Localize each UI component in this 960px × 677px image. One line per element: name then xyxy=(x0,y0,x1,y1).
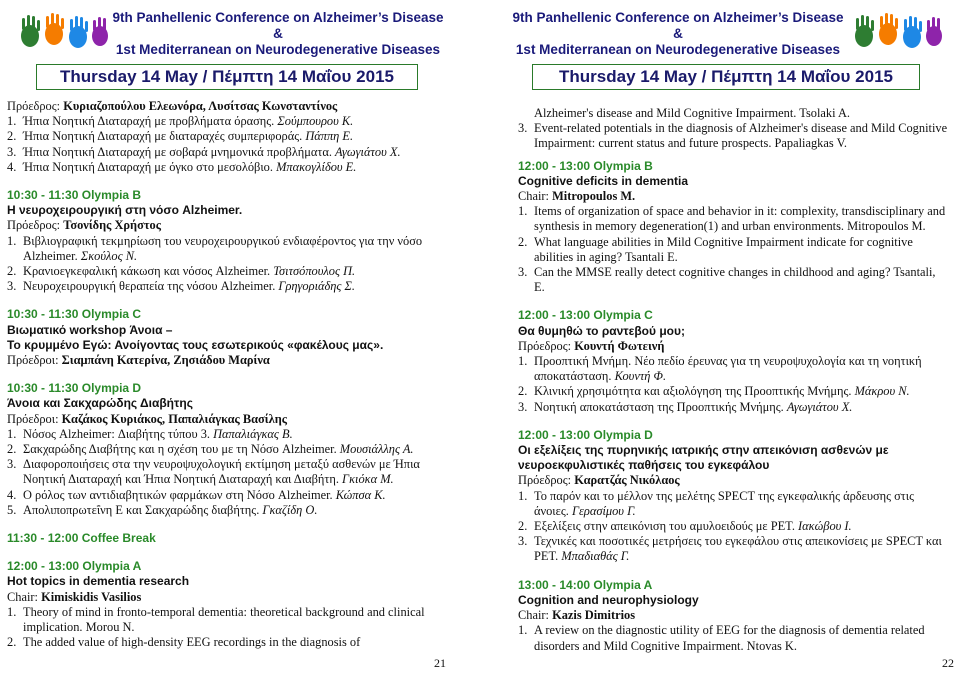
chair-line: Πρόεδρος: Καρατζάς Νικόλαος xyxy=(518,473,680,488)
session-time: 12:00 - 13:00 Olympia C xyxy=(518,308,653,323)
session-title: Θα θυμηθώ το ραντεβού μου; xyxy=(518,323,685,338)
session-time: 12:00 - 13:00 Olympia D xyxy=(518,427,653,442)
item-author: Πάππη Ε. xyxy=(305,129,354,144)
list-item xyxy=(7,114,455,129)
session-title: Hot topics in dementia research xyxy=(7,574,190,589)
session-time: 12:00 - 13:00 Olympia B xyxy=(518,158,653,173)
item-number: 1. xyxy=(7,114,17,129)
handprints-logo-icon xyxy=(850,12,946,52)
session-title: Cognitive deficits in dementia xyxy=(518,173,689,188)
list-item: 2. Σακχαρώδης Διαβήτης και η σχέση του με τη Νόσο Alzheimer. Μουσιάλλης Α. xyxy=(7,442,414,457)
chair-line: Πρόεδρος: Κουντή Φωτεινή xyxy=(518,338,665,353)
session-title: Άνοια και Σακχαρώδης Διαβήτης xyxy=(7,396,193,411)
session-time: 10:30 - 11:30 Olympia C xyxy=(7,307,142,322)
chair-line: Chair: Kazis Dimitrios xyxy=(518,608,636,623)
page-header xyxy=(0,6,480,57)
list-item: 1. Βιβλιογραφική τεκμηρίωση του νευροχειρουργικού ενδιαφέροντος για την νόσο Alzheimer. Σκούλος Ν. xyxy=(7,233,423,263)
chair-line: Πρόεδρος: Τσονίδης Χρήστος xyxy=(7,218,161,233)
list-item: 1. Theory of mind in fronto-temporal dementia: theoretical background and clinical implication. Morou N. xyxy=(7,604,425,635)
list-item: 1. Νόσος Alzheimer: Διαβήτης τύπου 3. Παπαλιάγκας Β. xyxy=(7,426,293,441)
list-item: 2. What language abilities in Mild Cognitive Impairment indicate for cognitive abilities in aging? Tsantali E. xyxy=(518,234,913,264)
item-number: 4. xyxy=(7,159,17,174)
item-text: Ήπια Νοητική Διαταραχή με σοβαρά μνημονικά προβλήματα. xyxy=(23,144,332,159)
item-text: Ήπια Νοητική Διαταραχή με προβλήματα όρασης. xyxy=(23,114,275,129)
chair-line: Chair: Mitropoulos M. xyxy=(518,189,636,204)
session-title: Cognition and neurophysiology xyxy=(518,592,699,607)
day-heading: Thursday 14 May / Πέμπτη 14 Μαΐου 2015 xyxy=(532,64,920,90)
conference-title xyxy=(508,10,848,58)
list-item: 2. Εξελίξεις στην απεικόνιση του αμυλοειδούς με PET. Ιακώβου Ι. xyxy=(518,519,852,534)
item-author: Μπακογλίδου Ε. xyxy=(276,159,357,174)
item-number: 3. xyxy=(7,144,17,159)
item-number: 2. xyxy=(7,129,17,144)
list-item: 3. Event-related potentials in the diagnosis of Alzheimer's disease and Mild Cognitive Impairment: current status and future prospects. Papaliagkas V. xyxy=(518,121,948,151)
list-item: 3. Νευροχειρουργική θεραπεία της νόσου Alzheimer. Γρηγοριάδης Σ. xyxy=(7,279,356,294)
session-subtitle: Το κρυμμένο Εγώ: Ανοίγοντας τους εσωτερικούς «φακέλους μας». xyxy=(7,337,384,352)
session-subtitle: νευροεκφυλιστικές παθήσεις του εγκεφάλου xyxy=(518,458,770,473)
list-item xyxy=(7,129,455,144)
page-number: 22 xyxy=(942,656,954,670)
session-time: 12:00 - 13:00 Olympia A xyxy=(7,559,142,574)
list-item: 5. Απολιποπρωτεΐνη Ε και Σακχαρώδης διαβήτης. Γκαζίδη Ο. xyxy=(7,502,318,517)
list-item: 1. Προοπτική Μνήμη. Νέο πεδίο έρευνας για τη νευροψυχολογία και τη νοητική αποκατάσταση. Κουντή Φ. xyxy=(518,354,922,384)
item-author: Αγωγιάτου Χ. xyxy=(335,144,401,159)
list-item: 1. A review on the diagnostic utility of EEG for the diagnosis of dementia related disorders and Mild Cognitive Impairment. Ntovas K. xyxy=(518,623,925,653)
item-author: Σούμπουρου Κ. xyxy=(277,114,354,129)
session-title: Η νευροχειρουργική στη νόσο Alzheimer. xyxy=(7,203,243,218)
conference-title-line1: 9th Panhellenic Conference on Alzheimer’s Disease & xyxy=(512,10,844,41)
item-text: Ήπια Νοητική Διαταραχή με όγκο στο μεσολόβιο. xyxy=(23,159,273,174)
continued-line: Alzheimer's disease and Mild Cognitive Impairment. Tsolaki A. xyxy=(534,106,851,120)
conference-title xyxy=(108,10,448,58)
left-program xyxy=(7,99,455,651)
conference-title-line2: 1st Mediterranean on Neurodegenerative Diseases xyxy=(515,42,841,57)
list-item xyxy=(7,160,455,175)
handprints-logo-icon xyxy=(16,12,112,52)
right-program xyxy=(518,106,948,654)
session-title: Βιωματικό workshop Άνοια – xyxy=(7,322,173,337)
session-time: 13:00 - 14:00 Olympia A xyxy=(518,577,653,592)
chair-line: Πρόεδροι: Καζάκος Κυριάκος, Παπαλιάγκας Βασίλης xyxy=(7,411,287,426)
session-title: Οι εξελίξεις της πυρηνικής ιατρικής στην απεικόνιση ασθενών με xyxy=(518,443,889,458)
list-item xyxy=(7,145,455,160)
list-item: 2. Κρανιοεγκεφαλική κάκωση και νόσος Alzheimer. Τσιτσόπουλος Π. xyxy=(7,264,356,279)
list-item: 3. Τεχνικές και ποσοτικές μετρήσεις του εγκεφάλου στις απεικονίσεις με SPECT και PET. Μπαδιαθάς Γ. xyxy=(518,534,942,564)
list-item: 3. Διαφοροποιήσεις στα την νευροψυχολογική εκτίμηση μεταξύ ασθενών με Ήπια Νοητική Διαταραχή και Ήπια Νοητική Διαταραχή και Διαβήτη. Γκιόκα Μ. xyxy=(7,457,420,487)
item-text: Ήπια Νοητική Διαταραχή με διαταραχές συμπεριφοράς. xyxy=(23,129,303,144)
session-time: 10:30 - 11:30 Olympia B xyxy=(7,188,142,203)
chair-line: Chair: Kimiskidis Vasilios xyxy=(7,589,142,604)
chair-names: Κυριαζοπούλου Ελεωνόρα, Λυσίτσας Κωνσταντίνος xyxy=(63,99,338,113)
page-number: 21 xyxy=(434,656,446,670)
page-header xyxy=(480,6,960,57)
list-item: 3. Νοητική αποκατάσταση της Προοπτικής Μνήμης. Αγωγιάτου Χ. xyxy=(518,399,853,414)
session-time: 10:30 - 11:30 Olympia D xyxy=(7,381,142,396)
list-item: 3. Can the MMSE really detect cognitive changes in childhood and aging? Tsantali, E. xyxy=(518,265,936,295)
list-item: 2. Κλινική χρησιμότητα και αξιολόγηση της Προοπτικής Μνήμης. Μάκρου Ν. xyxy=(518,384,910,399)
list-item: 1. Items of organization of space and behavior in it: complexity, transdisciplinary and synthesis in memory degeneration(1) and urban environments. Mitropoulos M. xyxy=(518,204,946,234)
right-page xyxy=(480,0,960,677)
conference-title-line1: 9th Panhellenic Conference on Alzheimer’s Disease & xyxy=(112,10,444,41)
list-item: 1. Το παρόν και το μέλλον της μελέτης SPECT της εγκεφαλικής άρδευσης στις άνοιες. Γερασίμου Γ. xyxy=(518,488,915,518)
chair-line xyxy=(7,99,455,114)
day-heading: Thursday 14 May / Πέμπτη 14 Μαΐου 2015 xyxy=(36,64,418,90)
chair-label: Πρόεδρος: xyxy=(7,99,61,113)
coffee-break: 11:30 - 12:00 Coffee Break xyxy=(7,531,156,546)
list-item: 4. Ο ρόλος των αντιδιαβητικών φαρμάκων στη Νόσο Alzheimer. Κώπσα Κ. xyxy=(7,487,386,502)
chair-line: Πρόεδροι: Σιαμπάνη Κατερίνα, Ζησιάδου Μαρίνα xyxy=(7,353,270,368)
conference-title-line2: 1st Mediterranean on Neurodegenerative Diseases xyxy=(115,42,441,57)
list-item: 2. The added value of high-density EEG recordings in the diagnosis of xyxy=(7,635,361,650)
